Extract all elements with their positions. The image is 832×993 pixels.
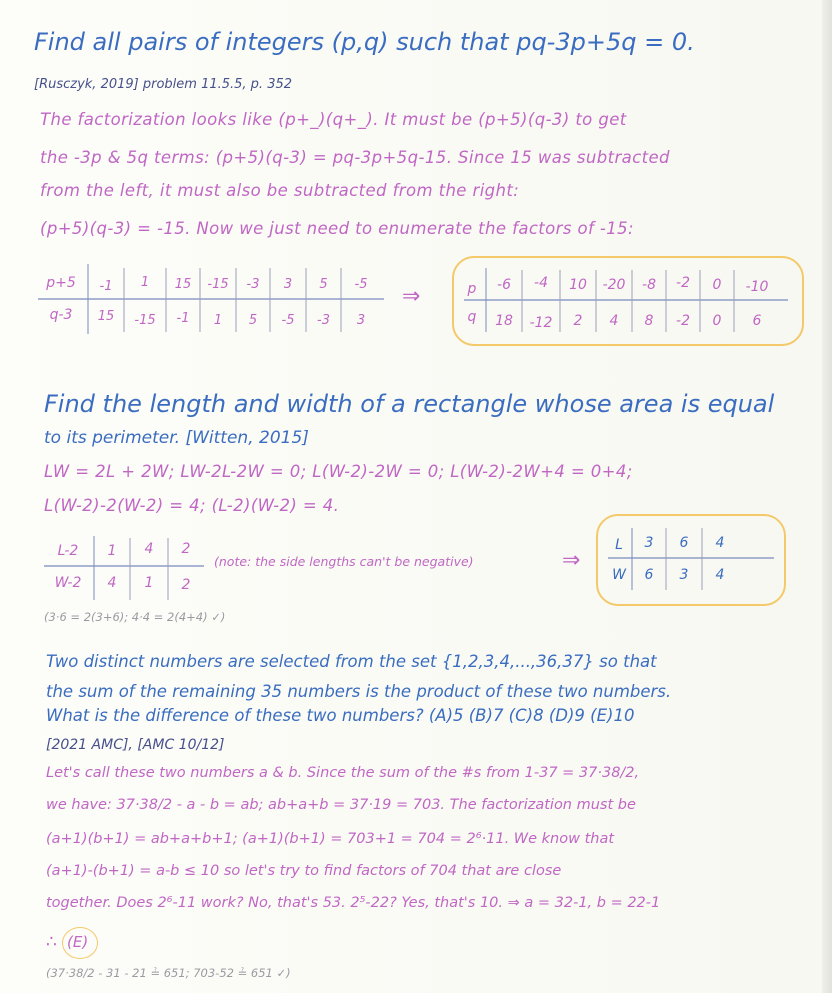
p2-line-1: LW = 2L + 2W; LW-2L-2W = 0; L(W-2)-2W = 0; L(W-2)-2W+4 = 0+4; (44, 462, 633, 481)
p3-line-3: (a+1)(b+1) = ab+a+b+1; (a+1)(b+1) = 703+1 = 704 = 2⁶·11. We know that (46, 831, 615, 847)
p1-right-cell: -2 (676, 275, 690, 291)
p2-left-cell: 4 (107, 575, 117, 591)
p1-right-cell: -20 (602, 277, 626, 293)
p2-right-cell: 6 (679, 535, 689, 551)
p1-line-4: (p+5)(q-3) = -15. Now we just need to enumerate the factors of -15: (40, 219, 634, 238)
p3-line-2: we have: 37·38/2 - a - b = ab; ab+a+b = 37·19 = 703. The factorization must be (46, 797, 636, 813)
p1-left-cell: 1 (213, 313, 223, 328)
p1-solution-table (460, 264, 790, 336)
p1-right-cell: 0 (712, 313, 722, 329)
p3-answer: (E) (67, 933, 89, 951)
p1-factor-table (38, 262, 384, 338)
p1-right-cell: -6 (497, 277, 511, 293)
p1-left-cell: 15 (97, 309, 115, 324)
problem-3-title-line-1: Two distinct numbers are selected from the set {1,2,3,4,...,36,37} so that (46, 652, 657, 671)
problem-2-title-line-1: Find the length and width of a rectangle whose area is equal (44, 390, 775, 418)
p1-left-cell: -1 (99, 279, 113, 294)
p2-implies-arrow: ⇒ (562, 548, 581, 573)
p1-right-label-1: q (467, 309, 477, 325)
p1-line-1: The factorization looks like (p+_)(q+_). It must be (p+5)(q-3) to get (40, 110, 627, 129)
p2-right-cell: 3 (644, 535, 654, 551)
problem-2-title-line-2: to its perimeter. [Witten, 2015] (44, 428, 309, 448)
problem-3-title-line-3: What is the difference of these two numbers? (A)5 (B)7 (C)8 (D)9 (E)10 (46, 706, 635, 725)
p1-left-cell: -3 (317, 313, 330, 328)
p1-right-cell: 4 (609, 313, 619, 329)
p2-line-2: L(W-2)-2(W-2) = 4; (L-2)(W-2) = 4. (44, 496, 340, 515)
p1-right-cell: 0 (712, 277, 722, 293)
p2-right-cell: 6 (644, 567, 654, 583)
p1-right-cell: 10 (569, 277, 587, 293)
p2-factor-table (44, 534, 204, 602)
p3-line-1: Let's call these two numbers a & b. Since the sum of the #s from 1-37 = 37·38/2, (46, 765, 640, 781)
p2-right-cell: 4 (715, 535, 725, 551)
p3-line-5: together. Does 2⁶-11 work? No, that's 53. 2⁵-22? Yes, that's 10. ⇒ a = 32-1, b = 22-1 (46, 895, 661, 911)
problem-1-reference: [Rusczyk, 2019] problem 11.5.5, p. 352 (34, 77, 293, 92)
p1-line-3: from the left, it must also be subtracted from the right: (40, 181, 520, 200)
p1-right-label-0: p (467, 281, 477, 297)
p2-left-cell: 2 (181, 577, 191, 593)
p3-line-4: (a+1)-(b+1) = a-b ≤ 10 so let's try to find factors of 704 that are close (46, 863, 562, 879)
p1-right-cell: 8 (644, 313, 654, 329)
p2-left-cell: 4 (144, 541, 154, 557)
p2-check: (3·6 = 2(3+6); 4·4 = 2(4+4) ✓) (44, 610, 226, 624)
p1-left-cell: -3 (246, 277, 260, 292)
p2-left-cell: 2 (181, 541, 191, 557)
p1-right-cell: -4 (534, 275, 548, 291)
p1-right-cell: -12 (529, 315, 553, 331)
p1-right-cell: 6 (752, 313, 762, 329)
problem-3-reference: [2021 AMC], [AMC 10/12] (46, 737, 225, 753)
p1-left-label-1: q-3 (49, 307, 73, 323)
p1-line-2: the -3p & 5q terms: (p+5)(q-3) = pq-3p+5q-15. Since 15 was subtracted (40, 148, 670, 167)
problem-1-title: Find all pairs of integers (p,q) such that pq-3p+5q = 0. (34, 28, 695, 56)
problem-3-title-line-2: the sum of the remaining 35 numbers is the product of these two numbers. (46, 682, 672, 701)
p3-check: (37·38/2 - 31 - 21 ≟ 651; 703-52 ≟ 651 ✓) (46, 966, 291, 980)
p1-implies-arrow: ⇒ (402, 284, 421, 309)
p2-left-label-1: W-2 (54, 575, 82, 591)
p2-right-cell: 4 (715, 567, 725, 583)
p2-right-label-0: L (615, 537, 623, 553)
p1-right-cell: -8 (642, 277, 656, 293)
p2-solution-table (604, 522, 776, 594)
p2-left-label-0: L-2 (57, 543, 79, 559)
p1-left-cell: 1 (140, 275, 150, 290)
p1-right-cell: 2 (573, 313, 583, 329)
p1-left-cell: -5 (281, 313, 295, 328)
p2-note: (note: the side lengths can't be negative) (214, 554, 474, 569)
p2-left-cell: 1 (144, 575, 154, 591)
p1-left-cell: 15 (174, 277, 192, 292)
p2-left-cell: 1 (107, 543, 117, 559)
p1-left-cell: 5 (248, 313, 258, 328)
p1-left-cell: -1 (176, 311, 190, 326)
p1-left-cell: 5 (319, 277, 328, 292)
p1-left-cell: 3 (283, 277, 293, 292)
page-edge (822, 0, 832, 993)
p2-solution-table-grid (604, 522, 776, 594)
therefore-symbol: ∴ (46, 932, 57, 952)
p1-left-cell: -15 (207, 277, 229, 292)
p1-left-cell: 3 (356, 313, 366, 328)
p1-right-cell: -10 (745, 279, 769, 295)
p2-right-label-1: W (612, 567, 626, 583)
p2-right-cell: 3 (679, 567, 689, 583)
p1-right-cell: -2 (676, 313, 690, 329)
p1-left-cell: -15 (134, 313, 156, 328)
p1-left-cell: -5 (354, 277, 368, 292)
p1-right-cell: 18 (495, 313, 513, 329)
p1-left-label-0: p+5 (46, 275, 76, 291)
